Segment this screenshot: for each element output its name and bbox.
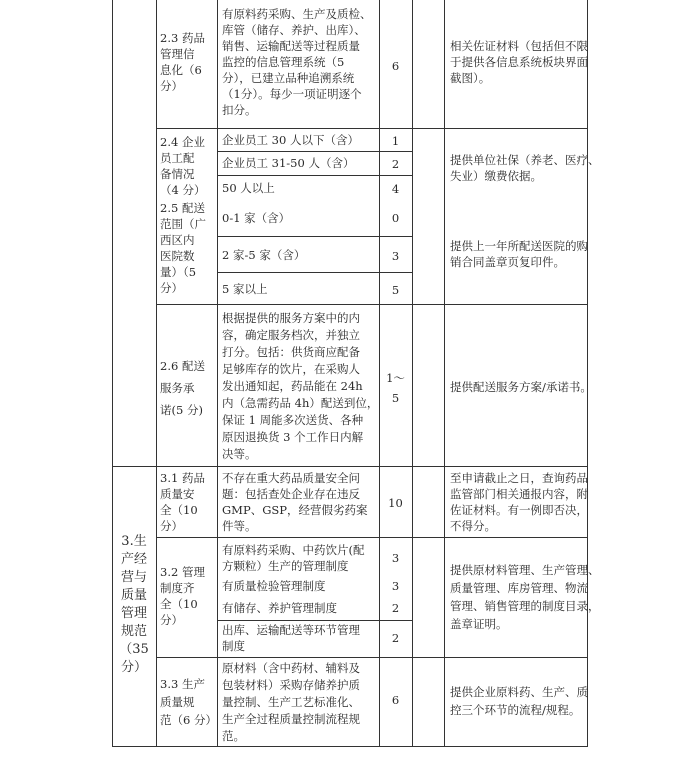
item-2-5-line-4: 量）（5 [160, 265, 197, 279]
evidence-2-5-line-1: 销合同盖章页复印件。 [450, 255, 565, 269]
criteria-3-2-last-line-0: 出库、运输配送等环节管理 [222, 623, 360, 637]
criteria-3-1-line-2: GMP、GSP，经营假劣药案 [222, 503, 368, 517]
evidence-2-3-line-1: 于提供各信息系统板块界面 [450, 55, 588, 69]
criteria-2-3-line-3: 监控的信息管理系统（5 [222, 55, 345, 69]
item-2-4-line-1: 员工配 [160, 151, 195, 165]
section-3-label-line-4: 管理 [120, 606, 147, 621]
score-2-6-line-1: 5 [391, 391, 400, 405]
item-2-5-line-0: 2.5 配送 [160, 201, 205, 215]
item-3-1-line-1: 质量安 [160, 487, 195, 501]
col-line-4 [412, 0, 413, 747]
row-line-2.4-a [217, 151, 412, 152]
criteria-3-2-line-2: 有质量检验管理制度 [222, 579, 326, 593]
score-2-5-option-0: 0 [391, 211, 400, 225]
criteria-3-1-line-3: 件等。 [222, 519, 257, 533]
score-2-5-option-1: 3 [391, 249, 400, 263]
criteria-3-3-line-1: 包装材料）采购存储养护质 [222, 678, 360, 692]
criteria-3-2-line-1: 方颗粒）生产的管理制度 [222, 559, 349, 573]
evidence-3-1-line-0: 至申请截止之日，查询药品 [450, 471, 588, 485]
evidence-2-4-line-0: 提供单位社保（养老、医疗、 [450, 153, 600, 167]
score-3-2-item-0: 3 [391, 551, 400, 565]
score-3-2-item-1: 3 [391, 579, 400, 593]
row-line-2.4-b [217, 175, 412, 176]
item-2-4-line-0: 2.4 企业 [160, 135, 205, 149]
evidence-3-2-line-2: 管理、销售管理的制度目录， [450, 599, 600, 613]
row-line-2.6-end [112, 466, 588, 467]
evidence-3-1-line-3: 不得分。 [450, 519, 496, 533]
evidence-3-2-line-0: 提供原材料管理、生产管理、 [450, 563, 600, 577]
item-2-4-line-2: 备情况 [160, 167, 195, 181]
criteria-2-6-line-1: 容，确定服务档次，并独立 [222, 328, 360, 342]
item-3-1-line-0: 3.1 药品 [160, 471, 205, 485]
col-line-1 [156, 0, 157, 747]
evidence-3-2-line-1: 质量管理、库房管理、物流 [450, 581, 588, 595]
row-line-3.1-end [156, 537, 588, 538]
item-3-3-line-2: 范（6 分） [160, 713, 217, 727]
row-line-2.3-end [156, 128, 588, 129]
score-2-6-line-0: 1～ [386, 371, 405, 385]
section-3-label-line-3: 质量 [120, 588, 147, 603]
score-3-1: 10 [388, 496, 403, 510]
evidence-2-5-line-0: 提供上一年所配送医院的购 [450, 239, 588, 253]
item-2-5-line-3: 医院数 [160, 249, 195, 263]
item-3-1-line-3: 分） [160, 519, 183, 533]
item-3-1-line-2: 全（10 [160, 503, 198, 517]
criteria-3-1-line-1: 题：包括查处企业存在违反 [222, 487, 360, 501]
score-2-4-option-0: 1 [391, 134, 400, 148]
item-2-4-line-3: （4 分） [160, 183, 206, 197]
criteria-2-3-line-2: 销售、运输配送等过程质量 [222, 39, 360, 53]
criteria-2-6-line-4: 发出通知起，药品能在 24h [222, 379, 363, 393]
score-3-2-item-2: 2 [391, 601, 400, 615]
item-3-2-line-3: 分） [160, 613, 183, 627]
col-line-2 [217, 0, 218, 747]
item-3-3-line-1: 质量规 [160, 695, 195, 709]
criteria-2-4-option-0: 企业员工 30 人以下（含） [222, 133, 359, 147]
criteria-2-6-line-0: 根据提供的服务方案中的内 [222, 311, 360, 325]
section-3-label-line-7: 分） [120, 660, 147, 675]
criteria-2-3-line-5: （1分）。每少一项证明逐个 [222, 87, 362, 101]
criteria-2-6-line-3: 足够库存的饮片，在采购人 [222, 362, 360, 376]
score-3-2-item-3: 2 [391, 631, 400, 645]
criteria-3-2-line-3: 有储存、养护管理制度 [222, 601, 337, 615]
score-2-5-option-2: 5 [391, 283, 400, 297]
score-2-3: 6 [391, 59, 400, 73]
criteria-2-4-option-2: 50 人以上 [222, 181, 275, 195]
item-2-3-line-0: 2.3 药品 [160, 31, 205, 45]
criteria-3-3-line-0: 原材料（含中药材、辅料及 [222, 661, 360, 675]
item-3-2-line-0: 3.2 管理 [160, 565, 205, 579]
item-2-6-line-2: 诺(5 分) [160, 403, 203, 417]
criteria-2-4-option-1: 企业员工 31-50 人（含） [222, 156, 355, 170]
score-3-3: 6 [391, 693, 400, 707]
evidence-3-3-line-1: 控三个环节的流程/规程。 [450, 703, 581, 717]
item-2-3-line-3: 分） [160, 79, 183, 93]
col-line-5 [444, 0, 445, 747]
row-line-3.2-a [217, 620, 412, 621]
evidence-3-2-line-3: 盖章证明。 [450, 617, 508, 631]
item-3-3-line-0: 3.3 生产 [160, 677, 205, 691]
criteria-2-6-line-5: 内（急需药品 4h）配送到位， [222, 396, 379, 410]
criteria-3-3-line-4: 范。 [222, 729, 245, 743]
row-line-2.5-a [217, 236, 412, 237]
criteria-3-3-line-2: 量控制、生产工艺标准化、 [222, 695, 360, 709]
section-3-label-line-2: 营与 [120, 570, 147, 585]
criteria-2-5-option-1: 2 家-5 家（含） [222, 248, 306, 262]
row-line-2.5-end [156, 304, 588, 305]
score-2-4-option-1: 2 [391, 157, 400, 171]
criteria-2-3-line-0: 有原料药采购、生产及质检、 [222, 7, 372, 21]
item-2-5-line-2: 西区内 [160, 233, 195, 247]
item-2-3-line-1: 管理信 [160, 47, 195, 61]
item-2-6-line-1: 服务承 [160, 381, 195, 395]
item-3-2-line-1: 制度齐 [160, 581, 195, 595]
criteria-2-5-option-2: 5 家以上 [222, 282, 268, 296]
section-3-label-line-0: 3.生 [121, 534, 147, 549]
evidence-3-3-line-0: 提供企业原料药、生产、质 [450, 685, 588, 699]
evidence-2-3-line-0: 相关佐证材料（包括但不限 [450, 39, 588, 53]
evidence-2-3-line-2: 截图）。 [450, 71, 491, 85]
item-2-5-line-5: 分） [160, 281, 183, 295]
section-3-label-line-5: 规范 [120, 624, 147, 639]
criteria-2-6-line-6: 保证 1 周能多次送货、各种 [222, 413, 364, 427]
row-line-table-end [112, 746, 588, 747]
criteria-3-2-last-line-1: 制度 [222, 639, 245, 653]
section-3-label-line-1: 产经 [120, 552, 147, 567]
criteria-3-3-line-3: 生产全过程质量控制流程规 [222, 712, 360, 726]
item-2-3-line-2: 息化（6 [160, 63, 202, 77]
section-3-label-line-6: （35 [119, 642, 149, 657]
col-line-6 [587, 0, 588, 747]
evidence-3-1-line-1: 监管部门相关通报内容，附 [450, 487, 588, 501]
criteria-2-6-line-7: 原因退换货 3 个工作日内解 [222, 430, 364, 444]
item-2-5-line-1: 范围（广 [160, 217, 206, 231]
criteria-3-2-line-0: 有原料药采购、中药饮片(配 [222, 543, 365, 557]
evidence-2-6: 提供配送服务方案/承诺书。 [450, 380, 592, 394]
evidence-3-1-line-2: 佐证材料。有一例即否决， [450, 503, 588, 517]
evidence-2-4-line-1: 失业）缴费依据。 [450, 169, 542, 183]
item-3-2-line-2: 全（10 [160, 597, 198, 611]
criteria-2-6-line-8: 决等。 [222, 447, 257, 461]
criteria-2-6-line-2: 打分。包括：供货商应配备 [222, 345, 360, 359]
item-2-6-line-0: 2.6 配送 [160, 359, 205, 373]
row-line-2.5-b [217, 272, 412, 273]
row-line-3.2-end [156, 657, 588, 658]
criteria-2-3-line-1: 库管（储存、养护、出库）、 [222, 23, 366, 37]
criteria-2-3-line-6: 扣分。 [222, 103, 257, 117]
score-2-4-option-2: 4 [391, 182, 400, 196]
criteria-2-3-line-4: 分），已建立品种追溯系统 [222, 71, 355, 85]
criteria-2-5-option-0: 0-1 家（含） [222, 211, 291, 225]
criteria-3-1-line-0: 不存在重大药品质量安全问 [222, 471, 360, 485]
